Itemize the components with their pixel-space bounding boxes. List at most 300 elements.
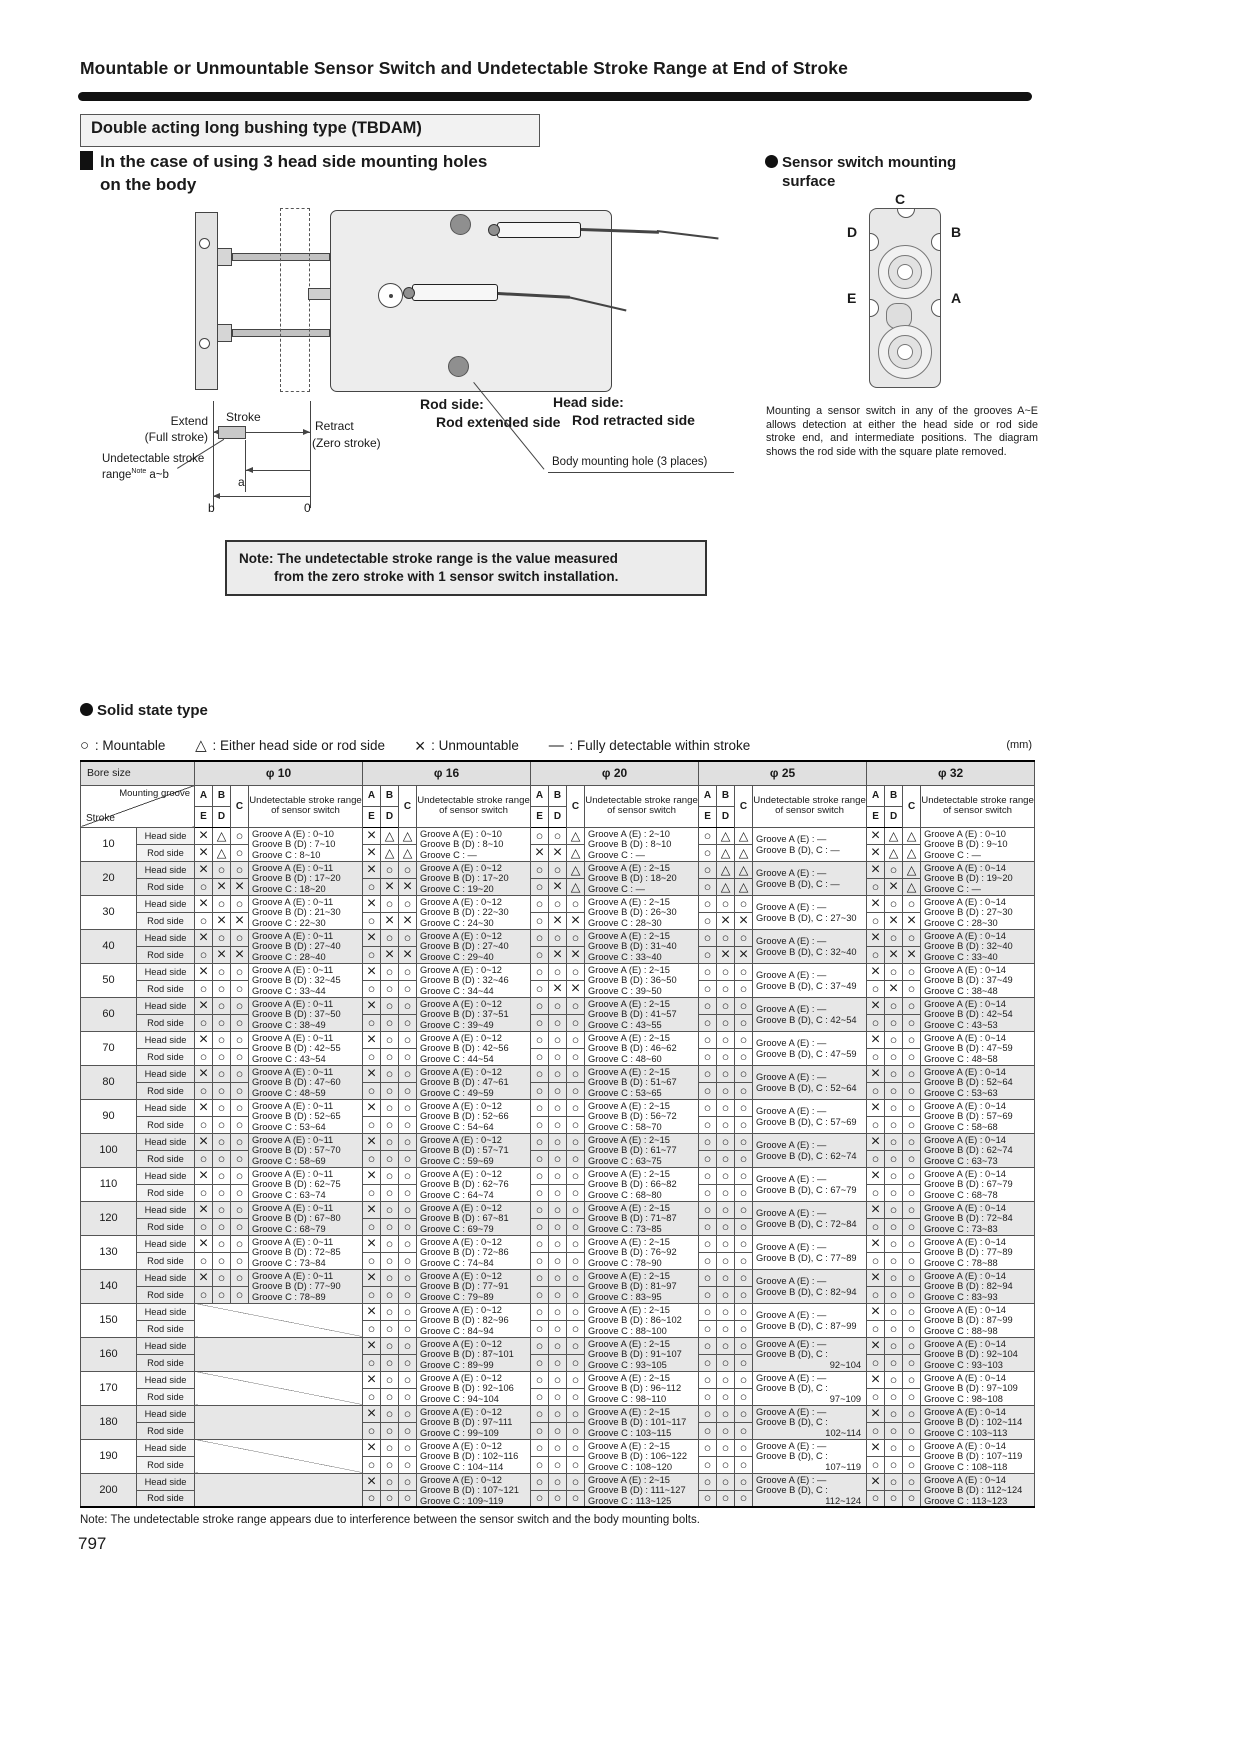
mountability-symbol: ○ — [531, 929, 549, 946]
mountability-symbol: △ — [903, 844, 921, 861]
mountability-symbol: ○ — [885, 1269, 903, 1286]
mountability-symbol: ○ — [399, 1303, 417, 1320]
diagonal-header: Mounting groove Stroke — [81, 785, 195, 827]
mountability-symbol: ○ — [399, 1473, 417, 1490]
mountability-symbol: ○ — [735, 1354, 753, 1371]
mountability-symbol: ○ — [867, 1286, 885, 1303]
full-stroke-label: (Full stroke) — [144, 430, 208, 444]
col-b-header: B — [381, 785, 399, 806]
head-side-label: Head side — [137, 1065, 195, 1082]
page-number: 797 — [78, 1534, 107, 1553]
mountability-symbol: ○ — [195, 1116, 213, 1133]
mountability-symbol: ○ — [885, 1439, 903, 1456]
mountability-symbol: ○ — [531, 1371, 549, 1388]
mountability-symbol: △ — [213, 844, 231, 861]
mountability-symbol: × — [381, 878, 399, 895]
mountability-symbol: ○ — [381, 1167, 399, 1184]
mountability-symbol: ○ — [699, 1184, 717, 1201]
mountability-symbol: × — [363, 1337, 381, 1354]
mountability-symbol: ○ — [735, 895, 753, 912]
rod-side-label: Rod side — [137, 946, 195, 963]
col-a-header: A — [531, 785, 549, 806]
mountability-symbol: ○ — [381, 1082, 399, 1099]
mountability-symbol: ○ — [549, 1388, 567, 1405]
mountability-symbol: ○ — [699, 895, 717, 912]
groove-notch — [931, 299, 941, 317]
mountability-symbol: ○ — [549, 1320, 567, 1337]
mountability-symbol: ○ — [867, 980, 885, 997]
stroke-table — [80, 760, 1035, 1508]
surface-heading — [765, 153, 956, 191]
mountability-symbol: ○ — [717, 1201, 735, 1218]
mountability-symbol: ○ — [699, 1099, 717, 1116]
mountability-symbol: ○ — [717, 895, 735, 912]
undetectable-label2: range$^{Note}$ a~b — [102, 468, 169, 481]
mountability-symbol: ○ — [213, 861, 231, 878]
mountability-symbol: ○ — [885, 1014, 903, 1031]
mountability-symbol: ○ — [699, 1286, 717, 1303]
mountability-symbol: ○ — [231, 1184, 249, 1201]
title-divider-bar — [78, 92, 1032, 101]
undetectable-range-cell: Groove A (E) : — Groove B (D), C : 32~40 — [753, 929, 867, 963]
mountability-symbol: ○ — [213, 1167, 231, 1184]
head-side-label: Head side — [137, 1337, 195, 1354]
mountability-symbol: × — [381, 946, 399, 963]
undetectable-range-cell: Groove A (E) : — Groove B (D), C : 112~124 — [753, 1473, 867, 1507]
groove-notch — [897, 208, 915, 218]
not-available-cell — [195, 1303, 363, 1337]
mountability-symbol: × — [195, 861, 213, 878]
legend-item-unmountable: × : Unmountable — [414, 736, 519, 756]
rod-side-label: Rod side — [137, 1490, 195, 1507]
undetectable-range-cell: Groove A (E) : 0~14 Groove B (D) : 97~109 Groove C : 98~108 — [921, 1371, 1035, 1405]
mountability-symbol: ○ — [531, 1405, 549, 1422]
mountability-symbol: ○ — [363, 878, 381, 895]
mountability-symbol: ○ — [717, 1133, 735, 1150]
mountability-symbol: △ — [903, 827, 921, 844]
groove-notch — [869, 233, 879, 251]
groove-a-label: A — [951, 290, 962, 306]
mountability-symbol: ○ — [885, 1082, 903, 1099]
mountability-symbol: ○ — [549, 1082, 567, 1099]
mountability-symbol: △ — [717, 827, 735, 844]
mountability-symbol: ○ — [699, 1014, 717, 1031]
mountability-symbol: ○ — [381, 1354, 399, 1371]
mountability-symbol: ○ — [399, 1167, 417, 1184]
mountability-symbol: ○ — [231, 1048, 249, 1065]
mountability-symbol: ○ — [699, 1388, 717, 1405]
mountability-symbol: ○ — [903, 1456, 921, 1473]
mountability-symbol: ○ — [231, 861, 249, 878]
body-hole-label: Body mounting hole (3 places) — [552, 456, 708, 468]
mountability-symbol: × — [363, 844, 381, 861]
mountability-symbol: △ — [735, 844, 753, 861]
mountability-symbol: ○ — [213, 1201, 231, 1218]
mountability-symbol: ○ — [531, 1048, 549, 1065]
undetectable-range-cell: Groove A (E) : 0~12 Groove B (D) : 62~76 Groove C : 64~74 — [417, 1167, 531, 1201]
mountability-symbol: ○ — [567, 1065, 585, 1082]
mountability-symbol: ○ — [717, 1354, 735, 1371]
mountability-symbol: ○ — [399, 1286, 417, 1303]
mountability-symbol: ○ — [399, 1320, 417, 1337]
undetectable-range-cell: Groove A (E) : 0~14 Groove B (D) : 32~40 Groove C : 33~40 — [921, 929, 1035, 963]
a-arrow-line — [246, 470, 310, 471]
mountability-symbol: ○ — [885, 1303, 903, 1320]
mountability-symbol: × — [363, 1439, 381, 1456]
mountability-symbol: × — [867, 1439, 885, 1456]
mountability-symbol: ○ — [885, 1218, 903, 1235]
mountability-symbol: ○ — [381, 1150, 399, 1167]
mountability-symbol: × — [363, 1269, 381, 1286]
mountability-symbol: ○ — [699, 980, 717, 997]
mountability-symbol: ○ — [363, 946, 381, 963]
retract-label: Retract — [315, 419, 354, 433]
mountability-symbol: ○ — [363, 1286, 381, 1303]
mountability-symbol: ○ — [213, 1235, 231, 1252]
mountability-symbol: ○ — [735, 1031, 753, 1048]
mountability-symbol: × — [867, 1337, 885, 1354]
mountability-symbol: ○ — [903, 1201, 921, 1218]
mountability-symbol: ○ — [195, 1252, 213, 1269]
mountability-symbol: × — [195, 1031, 213, 1048]
mountability-symbol: ○ — [549, 1235, 567, 1252]
mountability-symbol: ○ — [531, 1201, 549, 1218]
mountability-symbol: ○ — [885, 1473, 903, 1490]
mountability-symbol: ○ — [717, 1490, 735, 1507]
range-header: Undetectable stroke range of sensor switch — [585, 785, 699, 827]
mountability-symbol: × — [363, 1371, 381, 1388]
mountability-symbol: ○ — [903, 1116, 921, 1133]
mountability-symbol: ○ — [717, 1116, 735, 1133]
dim-line-0 — [310, 401, 311, 508]
stroke-value: 60 — [81, 997, 137, 1031]
mountability-symbol: × — [567, 980, 585, 997]
circle-bullet-icon — [765, 155, 778, 168]
head-side-label: Head side — [137, 1099, 195, 1116]
undetectable-range-cell: Groove A (E) : 0~14 Groove B (D) : 47~59 Groove C : 48~58 — [921, 1031, 1035, 1065]
mountability-symbol: × — [735, 946, 753, 963]
mountability-symbol: ○ — [531, 1252, 549, 1269]
mountability-symbol: ○ — [363, 912, 381, 929]
mountability-symbol: × — [195, 1065, 213, 1082]
undetectable-range-cell: Groove A (E) : 0~10 Groove B (D) : 9~10 Groove C : — — [921, 827, 1035, 861]
mountability-symbol: ○ — [717, 997, 735, 1014]
mountability-symbol: ○ — [381, 1218, 399, 1235]
stroke-value: 40 — [81, 929, 137, 963]
undetectable-range-cell: Groove A (E) : 2~15 Groove B (D) : 111~127 Groove C : 113~125 — [585, 1473, 699, 1507]
mountability-symbol: × — [567, 912, 585, 929]
circle-bullet-icon — [80, 703, 93, 716]
mountability-symbol: ○ — [549, 1167, 567, 1184]
mountability-symbol: ○ — [381, 1184, 399, 1201]
mountability-symbol: ○ — [717, 1320, 735, 1337]
mountability-symbol: ○ — [735, 1388, 753, 1405]
undetectable-range-cell: Groove A (E) : — Groove B (D), C : 107~119 — [753, 1439, 867, 1473]
mountability-symbol: ○ — [381, 1116, 399, 1133]
col-c-header: C — [735, 785, 753, 827]
undetectable-range-cell: Groove A (E) : 0~14 Groove B (D) : 102~114 Groove C : 103~113 — [921, 1405, 1035, 1439]
undetectable-range-cell: Groove A (E) : 0~11 Groove B (D) : 67~80 Groove C : 68~79 — [249, 1201, 363, 1235]
mountability-symbol: ○ — [699, 997, 717, 1014]
mountability-symbol: ○ — [735, 1456, 753, 1473]
undetectable-range-cell: Groove A (E) : 2~15 Groove B (D) : 76~92 Groove C : 78~90 — [585, 1235, 699, 1269]
mountability-symbol: ○ — [381, 980, 399, 997]
undetectable-range-cell: Groove A (E) : 0~12 Groove B (D) : 32~46 Groove C : 34~44 — [417, 963, 531, 997]
mountability-symbol: ○ — [399, 980, 417, 997]
mountability-symbol: ○ — [903, 1269, 921, 1286]
mountability-symbol: ○ — [903, 1235, 921, 1252]
undetectable-range-cell: Groove A (E) : 2~15 Groove B (D) : 36~50 Groove C : 39~50 — [585, 963, 699, 997]
undetectable-range-cell: Groove A (E) : 0~14 Groove B (D) : 107~119 Groove C : 108~118 — [921, 1439, 1035, 1473]
undetectable-range-cell: Groove A (E) : 2~15 Groove B (D) : 96~112 Groove C : 98~110 — [585, 1371, 699, 1405]
mountability-symbol: ○ — [399, 963, 417, 980]
mountability-symbol: △ — [567, 878, 585, 895]
mountability-symbol: × — [867, 1235, 885, 1252]
b-arrow-line — [213, 496, 310, 497]
mountability-symbol: × — [363, 929, 381, 946]
undetectable-range-cell: Groove A (E) : 0~14 Groove B (D) : 72~84 Groove C : 73~83 — [921, 1201, 1035, 1235]
mountability-symbol: ○ — [213, 1269, 231, 1286]
mountability-symbol: ○ — [903, 895, 921, 912]
rod-side-label: Rod side — [137, 1422, 195, 1439]
mountability-symbol: ○ — [231, 1286, 249, 1303]
mountability-symbol: ○ — [549, 1269, 567, 1286]
dim-line-a — [245, 440, 246, 492]
undetectable-range-cell: Groove A (E) : 2~15 Groove B (D) : 66~82 Groove C : 68~80 — [585, 1167, 699, 1201]
undetectable-range-cell: Groove A (E) : 0~12 Groove B (D) : 47~61 Groove C : 49~59 — [417, 1065, 531, 1099]
mountability-symbol: ○ — [363, 1150, 381, 1167]
mountability-symbol: ○ — [699, 1150, 717, 1167]
mountability-symbol: ○ — [531, 1218, 549, 1235]
rod-side-label: Rod side — [137, 1014, 195, 1031]
mountability-symbol: ○ — [885, 1116, 903, 1133]
undetectable-range-cell: Groove A (E) : 0~12 Groove B (D) : 17~20 Groove C : 19~20 — [417, 861, 531, 895]
mountability-symbol: ○ — [567, 1473, 585, 1490]
mountability-symbol: ○ — [885, 1167, 903, 1184]
sensor-switch-screw — [488, 224, 500, 236]
undetectable-range-cell: Groove A (E) : 0~12 Groove B (D) : 22~30 Groove C : 24~30 — [417, 895, 531, 929]
mountability-symbol: × — [867, 1303, 885, 1320]
mountability-symbol: × — [867, 1031, 885, 1048]
mountability-symbol: × — [549, 912, 567, 929]
head-side-label: Head side — [137, 1439, 195, 1456]
stroke-value: 140 — [81, 1269, 137, 1303]
mountability-symbol: ○ — [735, 1014, 753, 1031]
mountability-symbol: ○ — [717, 1235, 735, 1252]
mountability-symbol: ○ — [699, 1371, 717, 1388]
undetectable-range-cell: Groove A (E) : — Groove B (D), C : 52~64 — [753, 1065, 867, 1099]
mountability-symbol: ○ — [735, 1473, 753, 1490]
mountability-symbol: ○ — [567, 1405, 585, 1422]
bore-value-header: φ 10 — [195, 761, 363, 785]
undetectable-range-cell: Groove A (E) : 0~14 Groove B (D) : 87~99 Groove C : 88~98 — [921, 1303, 1035, 1337]
mountability-symbol: ○ — [903, 1150, 921, 1167]
mountability-symbol: ○ — [735, 1269, 753, 1286]
undetectable-range-cell: Groove A (E) : 2~15 Groove B (D) : 106~122 Groove C : 108~120 — [585, 1439, 699, 1473]
mountability-symbol: × — [195, 844, 213, 861]
mountability-symbol: × — [867, 1065, 885, 1082]
mountability-symbol: ○ — [699, 1405, 717, 1422]
mountability-symbol: ○ — [531, 946, 549, 963]
col-a-header: A — [699, 785, 717, 806]
mountability-symbol: × — [363, 997, 381, 1014]
mountability-symbol: × — [567, 946, 585, 963]
col-d-header: D — [549, 806, 567, 827]
boss-hole — [897, 264, 913, 280]
undetectable-range-cell: Groove A (E) : 0~14 Groove B (D) : 52~64 Groove C : 53~63 — [921, 1065, 1035, 1099]
mountability-symbol: ○ — [381, 1405, 399, 1422]
surface-heading-line2: surface — [782, 173, 836, 190]
mountability-symbol: ○ — [381, 997, 399, 1014]
mountability-symbol: ○ — [549, 1286, 567, 1303]
mountability-symbol: ○ — [735, 1133, 753, 1150]
stroke-value: 130 — [81, 1235, 137, 1269]
mountability-symbol: ○ — [231, 929, 249, 946]
undetectable-range-cell: Groove A (E) : — Groove B (D), C : — — [753, 861, 867, 895]
mountability-symbol: ○ — [903, 1184, 921, 1201]
undetectable-range-cell: Groove A (E) : 2~10 Groove B (D) : 8~10 Groove C : — — [585, 827, 699, 861]
rod-side-label: Rod side — [137, 1116, 195, 1133]
bore-value-header: φ 32 — [867, 761, 1035, 785]
groove-notch — [931, 233, 941, 251]
mountability-symbol: ○ — [549, 1150, 567, 1167]
sensor-switch-table — [80, 760, 1035, 1508]
head-side-label: Head side — [137, 895, 195, 912]
mountability-symbol: ○ — [531, 1388, 549, 1405]
mountability-symbol: ○ — [717, 1473, 735, 1490]
mountability-symbol: ○ — [381, 1201, 399, 1218]
mountability-symbol: × — [867, 1405, 885, 1422]
mountability-symbol: × — [735, 912, 753, 929]
head-side-label: Head side — [137, 997, 195, 1014]
stroke-value: 200 — [81, 1473, 137, 1507]
mountability-symbol: ○ — [567, 1099, 585, 1116]
mountability-symbol: ○ — [717, 1167, 735, 1184]
undetectable-range-cell: Groove A (E) : — Groove B (D), C : 57~69 — [753, 1099, 867, 1133]
undetectable-range-cell: Groove A (E) : — Groove B (D), C : — — [753, 827, 867, 861]
mountability-symbol: ○ — [885, 1422, 903, 1439]
stroke-value: 190 — [81, 1439, 137, 1473]
mountability-symbol: ○ — [231, 1235, 249, 1252]
undetectable-range-cell: Groove A (E) : 0~12 Groove B (D) : 72~86 Groove C : 74~84 — [417, 1235, 531, 1269]
undetectable-range-cell: Groove A (E) : — Groove B (D), C : 77~89 — [753, 1235, 867, 1269]
mountability-symbol: ○ — [195, 946, 213, 963]
rod-side-label: Rod side — [137, 1150, 195, 1167]
mountability-symbol: ○ — [885, 1065, 903, 1082]
stroke-value: 150 — [81, 1303, 137, 1337]
head-side-label: Head side — [137, 1269, 195, 1286]
undetectable-range-cell: Groove A (E) : 0~11 Groove B (D) : 52~65 Groove C : 53~64 — [249, 1099, 363, 1133]
mountability-symbol: ○ — [735, 1150, 753, 1167]
mountability-symbol: × — [867, 1473, 885, 1490]
mountability-symbol: ○ — [531, 878, 549, 895]
mountability-symbol: ○ — [231, 827, 249, 844]
mountability-symbol: ○ — [867, 1422, 885, 1439]
mountability-symbol: ○ — [381, 1473, 399, 1490]
mountability-symbol: × — [549, 980, 567, 997]
mountability-symbol: ○ — [381, 1320, 399, 1337]
mountability-symbol: ○ — [735, 1116, 753, 1133]
mounting-hole — [448, 356, 469, 377]
mountability-symbol: × — [231, 912, 249, 929]
stroke-value: 30 — [81, 895, 137, 929]
mountability-symbol: ○ — [213, 1031, 231, 1048]
mountability-symbol: × — [213, 946, 231, 963]
col-b-header: B — [549, 785, 567, 806]
undetectable-range-cell: Groove A (E) : 0~11 Groove B (D) : 21~30 Groove C : 22~30 — [249, 895, 363, 929]
undetectable-range-cell: Groove A (E) : 0~11 Groove B (D) : 72~85 Groove C : 73~84 — [249, 1235, 363, 1269]
mountability-symbol: ○ — [531, 1320, 549, 1337]
rod-side-label: Rod side — [137, 1252, 195, 1269]
col-c-header: C — [567, 785, 585, 827]
mountability-symbol: ○ — [549, 1184, 567, 1201]
mountability-symbol: ○ — [363, 1422, 381, 1439]
mountability-symbol: ○ — [735, 980, 753, 997]
mountability-symbol: × — [903, 946, 921, 963]
mountability-symbol: ○ — [867, 1014, 885, 1031]
mountability-symbol: ○ — [399, 1439, 417, 1456]
mountability-symbol: × — [549, 878, 567, 895]
mountability-symbol: ○ — [363, 1320, 381, 1337]
sensor-switch — [412, 284, 498, 301]
mountability-symbol: ○ — [549, 1303, 567, 1320]
mountability-symbol: ○ — [399, 1099, 417, 1116]
mountability-symbol: ○ — [735, 1422, 753, 1439]
mountability-symbol: ○ — [231, 1014, 249, 1031]
mountability-symbol: ○ — [363, 980, 381, 997]
mountability-symbol: ○ — [885, 963, 903, 980]
undetectable-range-cell: Groove A (E) : 0~11 Groove B (D) : 32~45 Groove C : 33~44 — [249, 963, 363, 997]
mountability-symbol: × — [885, 912, 903, 929]
undetectable-range-cell: Groove A (E) : 0~10 Groove B (D) : 8~10 Groove C : — — [417, 827, 531, 861]
mountability-symbol: ○ — [717, 963, 735, 980]
head-side-label: Head side — [137, 1473, 195, 1490]
mountability-symbol: ○ — [699, 1337, 717, 1354]
mountability-symbol: × — [549, 844, 567, 861]
undetectable-range-cell: Groove A (E) : 0~14 Groove B (D) : 77~89 Groove C : 78~88 — [921, 1235, 1035, 1269]
mountability-symbol: ○ — [381, 1252, 399, 1269]
mountability-symbol: ○ — [399, 1082, 417, 1099]
tie-rod-nut — [217, 324, 232, 342]
mountability-symbol: × — [195, 1167, 213, 1184]
mountability-symbol: ○ — [885, 861, 903, 878]
rod-side-label: Rod side — [137, 1286, 195, 1303]
mountability-symbol: ○ — [531, 827, 549, 844]
mountability-symbol: × — [195, 1099, 213, 1116]
solid-state-heading: Solid state type — [80, 702, 208, 719]
mountability-symbol: ○ — [903, 980, 921, 997]
extend-label: Extend — [170, 414, 208, 428]
col-b-header: B — [717, 785, 735, 806]
not-available-cell — [195, 1371, 363, 1405]
mountability-symbol: ○ — [549, 1133, 567, 1150]
mountability-symbol: ○ — [867, 912, 885, 929]
mountability-symbol: ○ — [531, 1269, 549, 1286]
mountability-symbol: ○ — [717, 1014, 735, 1031]
rod-side-label: Rod side: — [420, 396, 484, 412]
undetectable-range-cell: Groove A (E) : 0~14 Groove B (D) : 19~20 Groove C : — — [921, 861, 1035, 895]
mountability-symbol: ○ — [699, 1269, 717, 1286]
mountability-symbol: ○ — [213, 1252, 231, 1269]
undetectable-range-cell: Groove A (E) : 0~14 Groove B (D) : 57~69 Groove C : 58~68 — [921, 1099, 1035, 1133]
mountability-symbol: ○ — [735, 1490, 753, 1507]
mountability-symbol: ○ — [231, 963, 249, 980]
arrowhead-right — [303, 429, 310, 435]
mountability-symbol: ○ — [717, 1031, 735, 1048]
stroke-value: 120 — [81, 1201, 137, 1235]
mountability-symbol: △ — [903, 861, 921, 878]
mountability-symbol: ○ — [399, 1031, 417, 1048]
